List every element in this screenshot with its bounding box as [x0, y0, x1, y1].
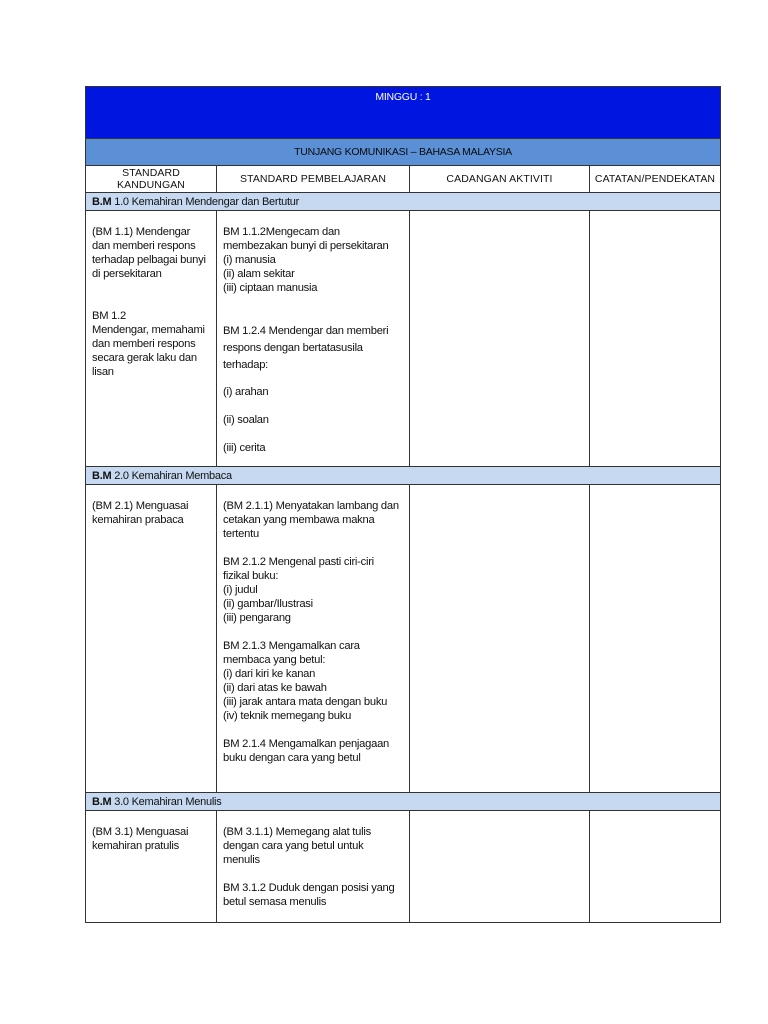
section-header-row — [86, 793, 721, 811]
week-header-row — [86, 87, 721, 139]
column-header: STANDARD PEMBELAJARAN — [217, 166, 410, 193]
section-header-row — [86, 467, 721, 485]
catatan-cell — [590, 811, 721, 923]
catatan-cell — [590, 211, 721, 467]
theme-label: TUNJANG KOMUNIKASI – BAHASA MALAYSIA — [86, 139, 721, 166]
kandungan-cell: (BM 1.1) Mendengar dan memberi respons terhadap pelbagai bunyi di persekitaran BM 1.2 Mendengar, memahami dan memberi respons secara gerak laku dan lisan — [86, 211, 217, 467]
section-title — [86, 793, 721, 811]
column-header: CADANGAN AKTIVITI — [410, 166, 590, 193]
aktiviti-cell — [410, 485, 590, 793]
pembelajaran-cell: (BM 3.1.1) Memegang alat tulis dengan cara yang betul untuk menulis BM 3.1.2 Duduk dengan posisi yang betul semasa menulis — [217, 811, 410, 923]
kandungan-cell: (BM 2.1) Menguasai kemahiran prabaca — [86, 485, 217, 793]
aktiviti-cell — [410, 211, 590, 467]
section-title-text: 2.0 Kemahiran Membaca — [114, 469, 232, 482]
section-title-text: 1.0 Kemahiran Mendengar dan Bertutur — [114, 195, 300, 208]
section-title — [86, 193, 721, 211]
section-content-row — [86, 485, 721, 793]
pembelajaran-cell: BM 1.1.2Mengecam dan membezakan bunyi di persekitaran (i) manusia (ii) alam sekitar (iii) ciptaan manusia BM 1.2.4 Mendengar dan memberi respons dengan bertatasusila terhadap: (i) arahan (ii) soalan (iii) cerita — [217, 211, 410, 467]
section-code: B.M — [92, 795, 112, 808]
pembelajaran-cell: (BM 2.1.1) Menyatakan lambang dan cetakan yang membawa makna tertentu BM 2.1.2 Mengenal pasti ciri-ciri fizikal buku: (i) judul (ii) gambar/Ilustrasi (iii) pengarang BM 2.1.3 Mengamalkan cara membaca yang betul: (i) dari kiri ke kanan (ii) dari atas ke bawah (iii) jarak antara mata dengan buku (iv) teknik memegang buku BM 2.1.4 Mengamalkan penjagaan buku dengan cara yang betul — [217, 485, 410, 793]
kandungan-cell: (BM 3.1) Menguasai kemahiran pratulis — [86, 811, 217, 923]
lesson-plan-table — [85, 86, 721, 923]
section-code: B.M — [92, 469, 112, 482]
theme-header-row — [86, 139, 721, 166]
section-title-text: 3.0 Kemahiran Menulis — [114, 795, 222, 808]
lesson-plan-page — [85, 86, 720, 923]
column-header-row — [86, 166, 721, 193]
column-header: STANDARD KANDUNGAN — [86, 166, 217, 193]
section-content-row — [86, 811, 721, 923]
section-content-row — [86, 211, 721, 467]
week-label: MINGGU : 1 — [86, 87, 721, 139]
aktiviti-cell — [410, 811, 590, 923]
section-header-row — [86, 193, 721, 211]
column-header: CATATAN/PENDEKATAN — [590, 166, 721, 193]
section-title — [86, 467, 721, 485]
catatan-cell — [590, 485, 721, 793]
section-code: B.M — [92, 195, 112, 208]
